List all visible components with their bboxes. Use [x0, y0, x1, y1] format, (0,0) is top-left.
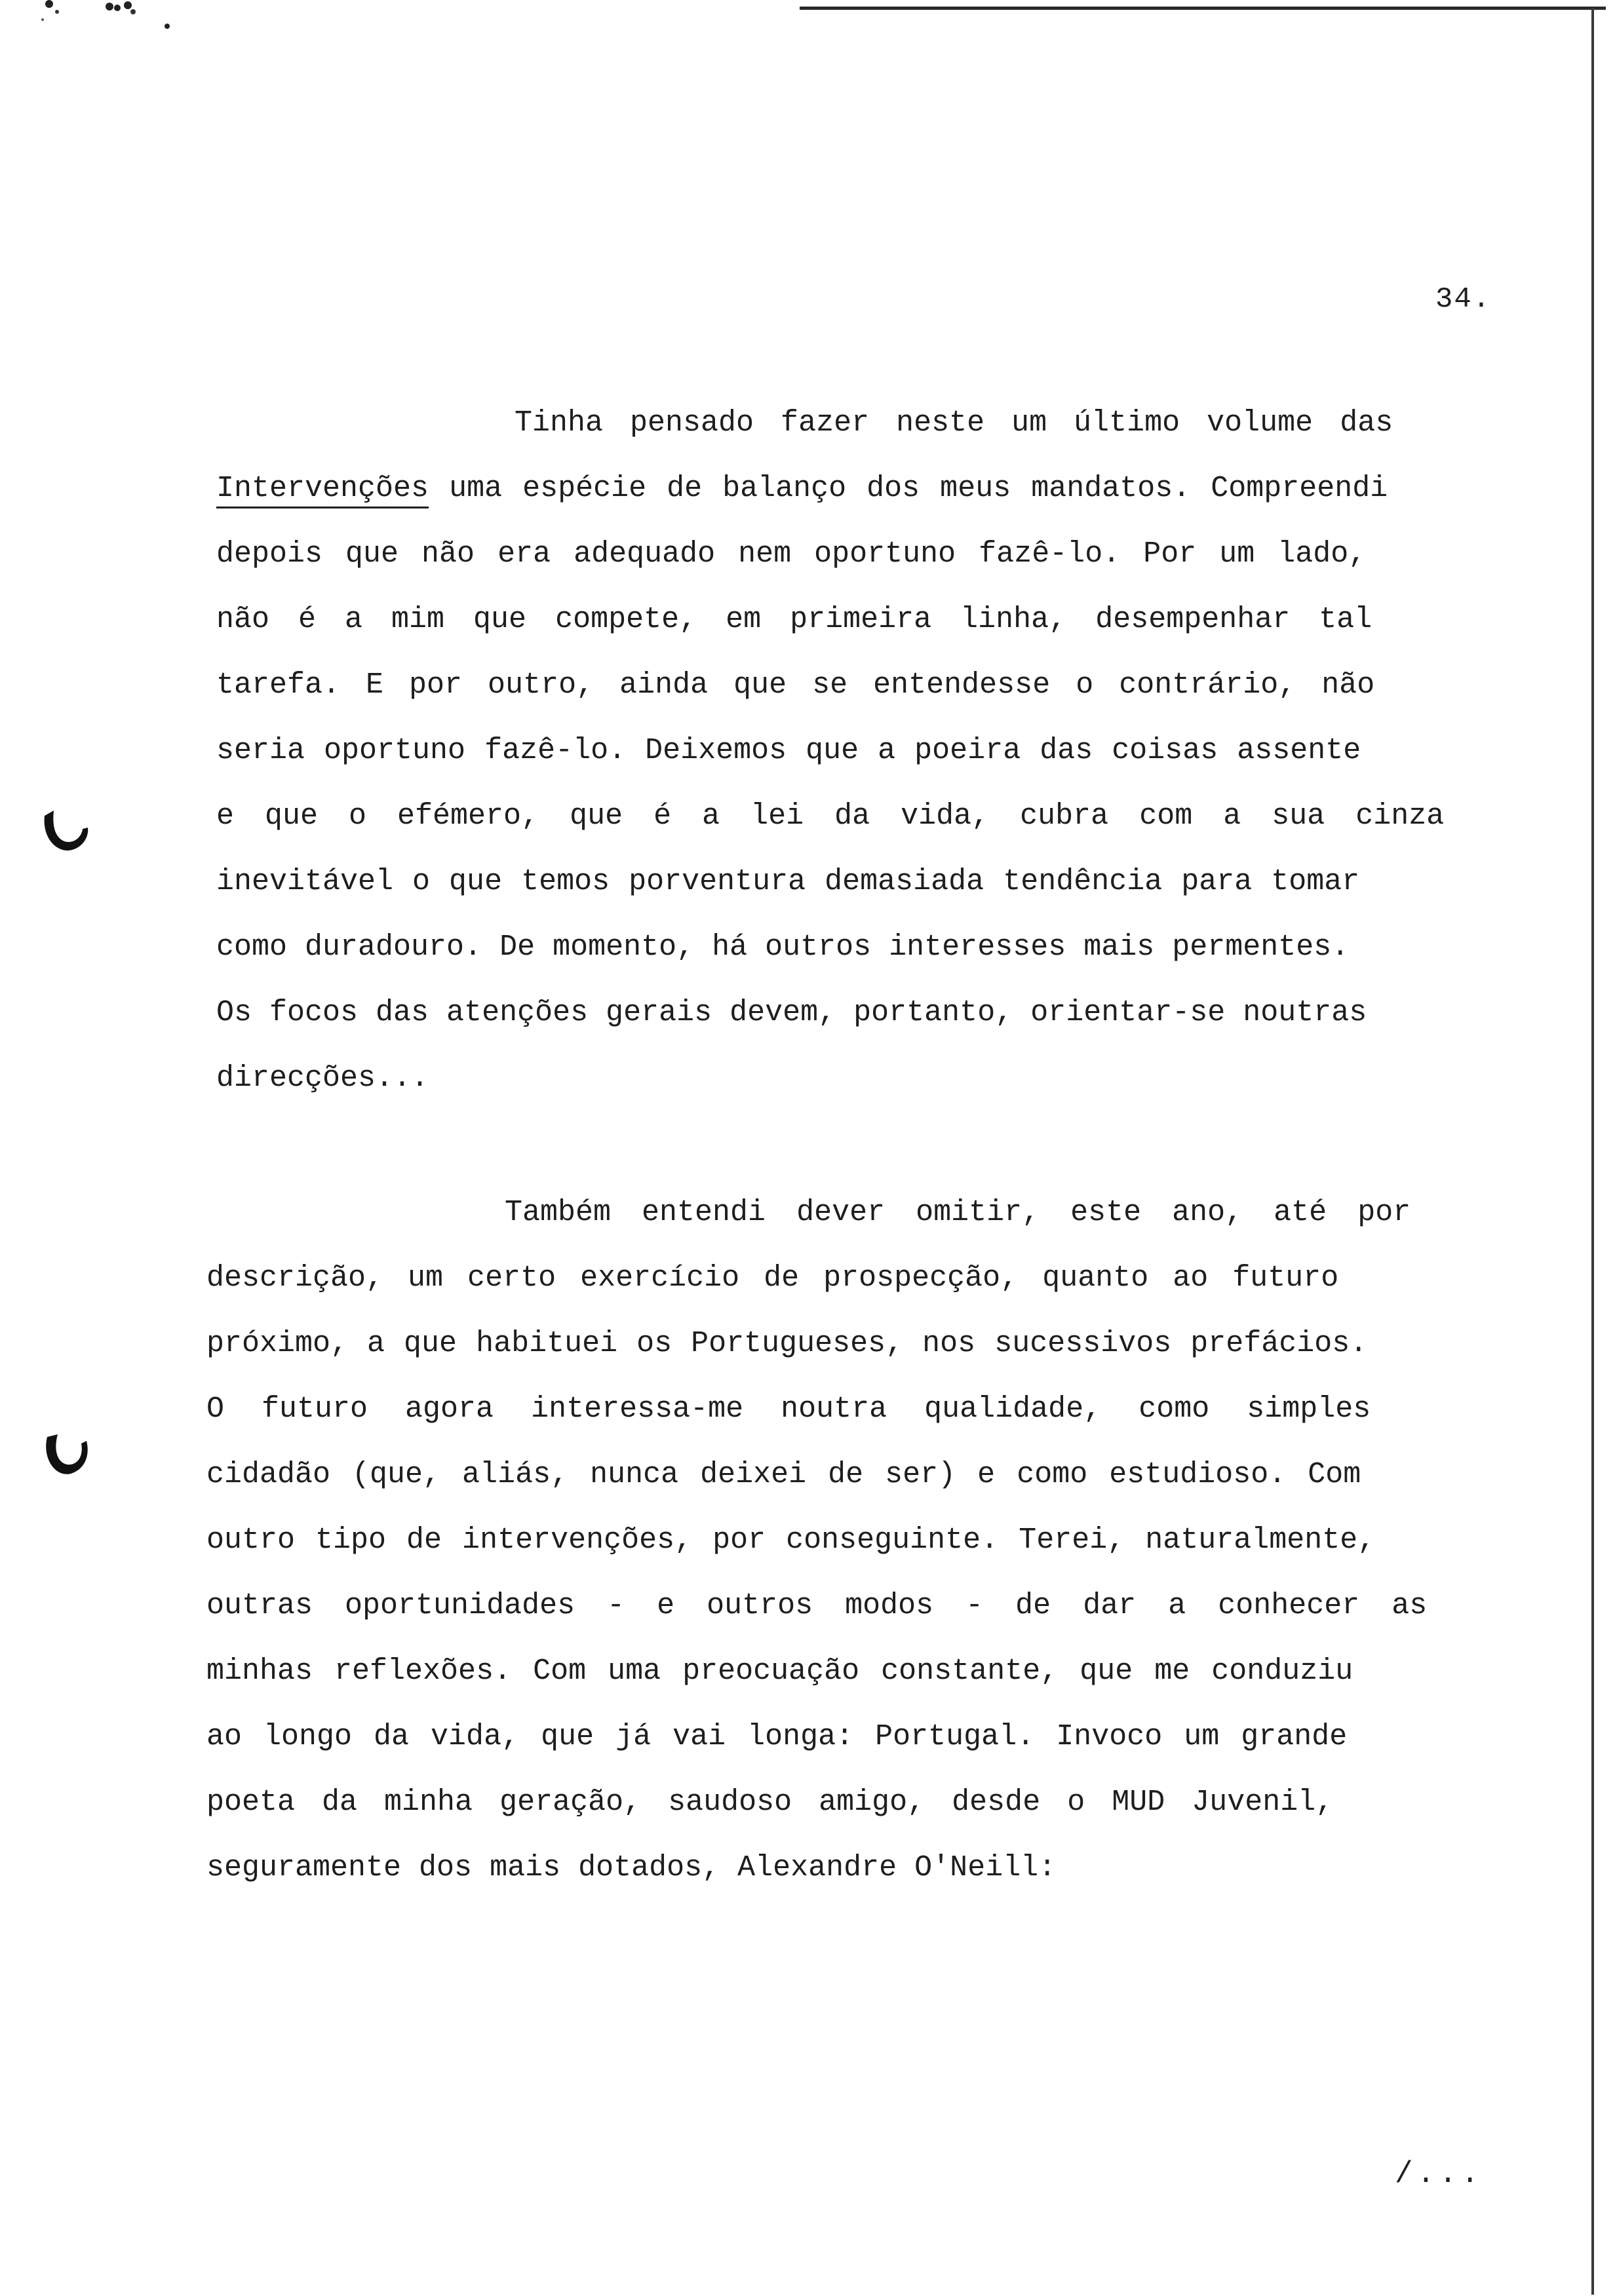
paragraph-line: Os focos das atenções gerais devem, portanto, orientar-se noutras	[216, 996, 1367, 1029]
paragraph-line: direcções...	[216, 1062, 429, 1095]
paragraph-line: cidadão (que, aliás, nunca deixei de ser) e como estudioso. Com	[206, 1458, 1361, 1491]
paragraph-line: e que o efémero, que é a lei da vida, cubra com a sua cinza	[216, 799, 1445, 833]
paragraph-line: próximo, a que habituei os Portugueses, nos sucessivos prefácios.	[206, 1327, 1368, 1360]
scan-right-edge-line	[1591, 8, 1594, 2295]
paragraph-line: Intervenções uma espécie de balanço dos meus mandatos. Compreendi	[216, 472, 1388, 505]
binder-hole-mark	[38, 1425, 93, 1480]
paragraph-line: inevitável o que temos porventura demasiada tendência para tomar	[216, 865, 1360, 898]
binder-hole-mark	[38, 803, 93, 858]
paragraph-line: descrição, um certo exercício de prospecção, quanto ao futuro	[206, 1261, 1339, 1295]
page-number: 34.	[1435, 283, 1492, 316]
paragraph-line: minhas reflexões. Com uma preocuação constante, que me conduziu	[206, 1655, 1353, 1688]
paragraph-line: outro tipo de intervenções, por conseguinte. Terei, naturalmente,	[206, 1523, 1376, 1557]
paragraph-line: seria oportuno fazê-lo. Deixemos que a poeira das coisas assente	[216, 734, 1361, 767]
paragraph-line: poeta da minha geração, saudoso amigo, desde o MUD Juvenil,	[206, 1786, 1334, 1819]
paragraph-line: depois que não era adequado nem oportuno fazê-lo. Por um lado,	[216, 537, 1367, 571]
paragraph-line: como duradouro. De momento, há outros interesses mais permentes.	[216, 930, 1350, 964]
paragraph-line: não é a mim que compete, em primeira linha, desempenhar tal	[216, 603, 1372, 636]
paragraph-line: tarefa. E por outro, ainda que se entendesse o contrário, não	[216, 668, 1375, 702]
paragraph-line: outras oportunidades - e outros modos - de dar a conhecer as	[206, 1589, 1428, 1622]
scan-corner-specks	[36, 0, 187, 39]
underlined-title: Intervenções	[216, 472, 429, 508]
paragraph-line: seguramente dos mais dotados, Alexandre O'Neill:	[206, 1851, 1057, 1885]
continuation-mark: /...	[1395, 2157, 1483, 2191]
paragraph-line: O futuro agora interessa-me noutra qualidade, como simples	[206, 1392, 1371, 1426]
scan-top-edge-line	[800, 7, 1606, 10]
paragraph-line: Tinha pensado fazer neste um último volume das	[515, 406, 1393, 440]
paragraph-line: Também entendi dever omitir, este ano, até por	[505, 1196, 1411, 1229]
paragraph-line: ao longo da vida, que já vai longa: Portugal. Invoco um grande	[206, 1720, 1348, 1753]
